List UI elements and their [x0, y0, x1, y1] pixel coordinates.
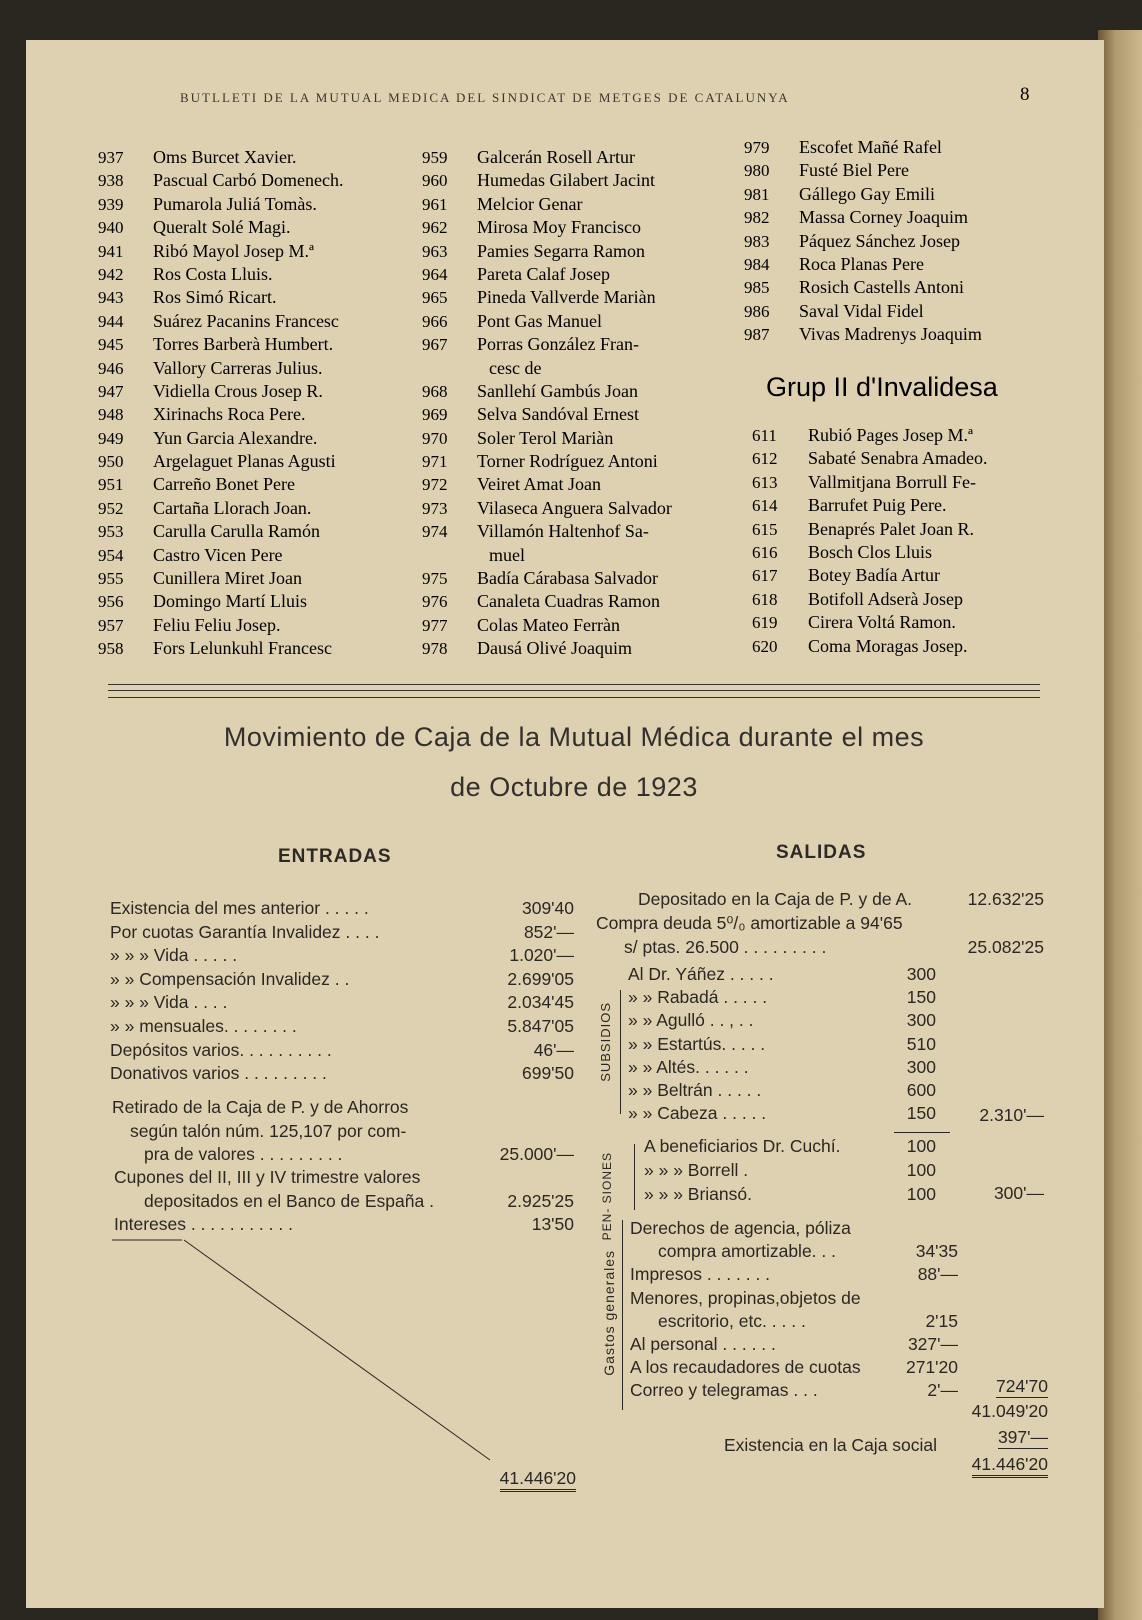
- ledger-label: Donativos varios . . . . . . . . .: [110, 1063, 327, 1084]
- member-number: 942: [98, 264, 124, 284]
- ledger-amount: 600: [906, 1080, 936, 1100]
- member-number: 616: [752, 542, 778, 562]
- member-entry: [752, 494, 987, 517]
- member-name: Carulla Carulla Ramón: [153, 521, 320, 542]
- member-name: Botifoll Adserà Josep: [808, 588, 963, 609]
- member-number: 940: [98, 218, 124, 238]
- member-entry: [98, 450, 343, 473]
- member-name: Oms Burcet Xavier.: [153, 147, 297, 167]
- member-number: 619: [752, 613, 778, 633]
- subsidios-label: SUBSIDIOS: [598, 1002, 613, 1082]
- member-name: Melcior Genar: [477, 193, 583, 214]
- member-number: 946: [98, 358, 124, 378]
- divider: [108, 690, 1040, 691]
- depositado-label: Depositado en la Caja de P. y de A.: [638, 889, 913, 909]
- member-number: 957: [98, 615, 124, 635]
- member-name: Sabaté Senabra Amadeo.: [808, 448, 988, 469]
- member-entry: [98, 263, 343, 286]
- member-entry: [422, 614, 672, 637]
- member-number: 954: [98, 545, 124, 565]
- intereses-amount: 13'50: [531, 1214, 574, 1234]
- member-number: 945: [98, 335, 124, 355]
- member-name: Vivas Madrenys Joaquim: [799, 324, 982, 345]
- member-number: 968: [422, 381, 448, 401]
- ledger-label: Menores, propinas,objetos de: [630, 1287, 861, 1308]
- group-heading: Grup II d'Invalidesa: [766, 372, 998, 402]
- ledger-amount: 2.699'05: [507, 968, 574, 989]
- ledger-label: » » Altés. . . . . .: [628, 1056, 749, 1077]
- cancel-diagonal: [112, 1238, 492, 1468]
- member-number: 938: [98, 171, 124, 191]
- ledger-label: » » » Vida . . . .: [110, 992, 228, 1013]
- member-name: Suárez Pacanins Francesc: [153, 310, 339, 331]
- ledger-amount: 2.034'45: [507, 992, 574, 1013]
- member-entry: [98, 637, 343, 660]
- member-entry: [422, 169, 672, 192]
- ledger-label: Depósitos varios. . . . . . . . . .: [110, 1039, 332, 1060]
- ledger-amount: 1.020'—: [509, 945, 574, 966]
- member-entry: [98, 240, 343, 263]
- ledger-label: Derechos de agencia, póliza: [630, 1218, 851, 1238]
- member-number: 937: [98, 148, 124, 167]
- member-name: Villamón Haltenhof Sa-: [477, 521, 649, 542]
- member-entry: [752, 541, 987, 564]
- ledger-label: » » » Borrell .: [644, 1160, 749, 1180]
- member-name: Fusté Biel Pere: [799, 160, 909, 181]
- member-number: 617: [752, 566, 778, 586]
- member-name: Pareta Calaf Josep: [477, 263, 610, 284]
- member-name: Domingo Martí Lluis: [153, 591, 307, 612]
- member-entry: [752, 518, 987, 541]
- member-entry: [752, 611, 987, 634]
- page-number: 8: [1020, 84, 1030, 105]
- member-entry: [98, 403, 343, 426]
- member-number: 979: [744, 138, 770, 157]
- ledger-amount: 309'40: [521, 898, 574, 918]
- member-entry: [98, 146, 343, 169]
- subsidios-underline: [894, 1132, 950, 1133]
- member-name: Cunillera Miret Joan: [153, 568, 302, 589]
- member-entry: [98, 333, 343, 356]
- subsidios-brace: [620, 990, 623, 1114]
- cupones-line2: depositados en el Banco de España .: [144, 1191, 434, 1211]
- member-number: 983: [744, 231, 770, 251]
- member-number: 961: [422, 194, 448, 214]
- member-name: Escofet Mañé Rafel: [799, 137, 942, 157]
- member-entry: [422, 310, 672, 333]
- member-name: Colas Mateo Ferràn: [477, 614, 620, 635]
- member-number: 981: [744, 184, 770, 204]
- member-entry: [98, 473, 343, 496]
- member-name: Pont Gas Manuel: [477, 310, 602, 331]
- member-number: 987: [744, 325, 770, 345]
- member-number: 982: [744, 208, 770, 228]
- salidas-subtotal: 41.049'20: [971, 1401, 1048, 1421]
- member-entry: [98, 380, 343, 403]
- member-entry: [752, 635, 987, 658]
- member-entry: [744, 230, 982, 253]
- ledger-amount: 5.847'05: [507, 1016, 574, 1036]
- member-number: 967: [422, 335, 448, 355]
- ledger-label: » » Agulló . . , . .: [628, 1010, 754, 1031]
- member-entry: [752, 588, 987, 611]
- member-entry: [744, 136, 982, 159]
- member-number: 620: [752, 636, 778, 656]
- member-column-2: [422, 146, 672, 661]
- ledger-amount: 699'50: [521, 1063, 574, 1084]
- member-name: Massa Corney Joaquim: [799, 207, 968, 228]
- member-column-1: [98, 146, 343, 661]
- member-number: 612: [752, 449, 778, 469]
- member-name: Galcerán Rosell Artur: [477, 147, 635, 167]
- member-name: Yun Garcia Alexandre.: [153, 427, 318, 448]
- member-entry: [98, 567, 343, 590]
- member-entry: [422, 403, 672, 426]
- member-number: 948: [98, 405, 124, 425]
- member-name: Humedas Gilabert Jacint: [477, 170, 655, 191]
- member-number: 618: [752, 589, 778, 609]
- member-name: Bosch Clos Lluis: [808, 541, 933, 562]
- member-name: Badía Cárabasa Salvador: [477, 568, 658, 589]
- ledger-label: Correo y telegramas . . .: [630, 1380, 818, 1401]
- member-entry: [422, 520, 672, 543]
- ledger-amount: 88'—: [917, 1264, 958, 1285]
- member-number: 977: [422, 615, 448, 635]
- member-name: Cartaña Llorach Joan.: [153, 497, 312, 518]
- member-entry: [422, 590, 672, 613]
- subsidios-total: 2.310'—: [979, 1105, 1044, 1125]
- member-number: 972: [422, 475, 448, 495]
- member-name: Ros Costa Lluis.: [153, 263, 273, 284]
- member-entry: [422, 450, 672, 473]
- member-name: Queralt Solé Magi.: [153, 217, 291, 238]
- entradas-total: 41.446'20: [500, 1468, 576, 1492]
- member-entry: [98, 357, 343, 380]
- retirado-line3: pra de valores . . . . . . . . .: [144, 1144, 343, 1164]
- ledger-amount: 46'—: [533, 1039, 574, 1060]
- member-entry: [98, 520, 343, 543]
- member-name: cesc de: [489, 357, 542, 378]
- ledger-amount: 100: [906, 1160, 936, 1180]
- ledger-label: Al Dr. Yáñez . . . . .: [628, 964, 774, 984]
- member-entry: [98, 590, 343, 613]
- ledger-label: » » Estartús. . . . .: [628, 1033, 766, 1054]
- ledger-label: » » Compensación Invalidez . .: [110, 968, 350, 989]
- member-entry: [98, 427, 343, 450]
- ledger-amount: 327'—: [907, 1334, 958, 1354]
- ledger-amount: 100: [906, 1184, 936, 1204]
- member-number: 965: [422, 288, 448, 308]
- member-number: 959: [422, 148, 448, 167]
- ledger-amount: 852'—: [523, 921, 574, 942]
- member-name: Ros Simó Ricart.: [153, 287, 277, 308]
- salidas-total: 41.446'20: [972, 1454, 1048, 1478]
- member-number: 614: [752, 496, 778, 516]
- compra-line2: s/ ptas. 26.500 . . . . . . . . .: [624, 937, 827, 957]
- retirado-line2: según talón núm. 125,107 por com-: [130, 1121, 407, 1141]
- section-title-line2: de Octubre de 1923: [450, 772, 698, 802]
- member-entry: [744, 323, 982, 346]
- member-name: Carreño Bonet Pere: [153, 474, 295, 495]
- member-name: Veiret Amat Joan: [477, 474, 601, 495]
- ledger-label: Impresos . . . . . . .: [630, 1264, 771, 1285]
- member-number: 980: [744, 161, 770, 181]
- ledger-amount: 300: [906, 1010, 936, 1031]
- retirado-amount: 25.000'—: [499, 1144, 574, 1164]
- ledger-label: Por cuotas Garantía Invalidez . . . .: [110, 921, 380, 942]
- member-number: 949: [98, 428, 124, 448]
- divider: [108, 697, 1040, 698]
- member-number: 963: [422, 241, 448, 261]
- member-entry: [422, 357, 672, 380]
- member-name: Selva Sandóval Ernest: [477, 404, 639, 425]
- cupones-line1: Cupones del II, III y IV trimestre valores: [114, 1167, 421, 1187]
- ledger-label: compra amortizable. . .: [658, 1241, 836, 1262]
- member-name: Pascual Carbó Domenech.: [153, 170, 344, 191]
- member-entry: [422, 263, 672, 286]
- member-name: Ribó Mayol Josep M.ª: [153, 240, 314, 261]
- section-title: Movimiento de Caja de la Mutual Médica durante el mes: [223, 722, 925, 752]
- member-number: 969: [422, 405, 448, 425]
- member-column-3b: [752, 424, 987, 658]
- member-number: 962: [422, 218, 448, 238]
- member-name: Mirosa Moy Francisco: [477, 217, 641, 238]
- member-name: Rosich Castells Antoni: [799, 277, 965, 298]
- member-name: Benaprés Palet Joan R.: [808, 518, 974, 539]
- member-number: 976: [422, 592, 448, 612]
- member-number: 950: [98, 452, 124, 472]
- member-name: Soler Terol Mariàn: [477, 427, 614, 448]
- member-entry: [744, 300, 982, 323]
- ledger-amount: 271'20: [905, 1357, 958, 1378]
- member-entry: [98, 169, 343, 192]
- member-number: [422, 544, 477, 567]
- member-entry: [422, 380, 672, 403]
- ledger-label: Existencia del mes anterior . . . . .: [110, 898, 369, 918]
- member-entry: [744, 253, 982, 276]
- member-name: Roca Planas Pere: [799, 253, 924, 274]
- ledger-label: A beneficiarios Dr. Cuchí.: [644, 1136, 841, 1156]
- member-column-3: [744, 136, 982, 347]
- ledger-label: » » Rabadá . . . . .: [628, 987, 768, 1008]
- member-number: [422, 357, 477, 380]
- gastos-brace: [622, 1220, 627, 1410]
- member-number: 611: [752, 426, 777, 445]
- compra-amount: 25.082'25: [967, 937, 1044, 957]
- member-entry: [752, 447, 987, 470]
- ledger-amount: 2'15: [925, 1310, 958, 1331]
- member-entry: [744, 276, 982, 299]
- book-binding: [1098, 30, 1142, 1620]
- ledger-label: » » » Briansó.: [644, 1184, 752, 1204]
- compra-line1: Compra deuda 5⁰/₀ amortizable a 94'65: [596, 913, 903, 933]
- member-number: 970: [422, 428, 448, 448]
- ledger-amount: 510: [906, 1033, 936, 1054]
- member-entry: [422, 544, 672, 567]
- member-entry: [744, 206, 982, 229]
- member-entry: [422, 497, 672, 520]
- member-name: Vallmitjana Borrull Fe-: [808, 471, 976, 492]
- member-number: 984: [744, 254, 770, 274]
- member-entry: [98, 497, 343, 520]
- ledger-label: » » » Vida . . . . .: [110, 945, 238, 966]
- member-number: 960: [422, 171, 448, 191]
- member-entry: [422, 146, 672, 169]
- member-name: Porras González Fran-: [477, 334, 639, 355]
- member-number: 978: [422, 639, 448, 659]
- entradas-heading: ENTRADAS: [278, 846, 392, 867]
- member-number: 964: [422, 264, 448, 284]
- member-name: Vallory Carreras Julius.: [153, 357, 323, 378]
- member-name: Sanllehí Gambús Joan: [477, 380, 638, 401]
- member-number: 941: [98, 241, 124, 261]
- member-entry: [752, 471, 987, 494]
- member-entry: [744, 183, 982, 206]
- ledger-label: » » Beltrán . . . . .: [628, 1080, 762, 1100]
- pensiones-brace: [634, 1144, 637, 1210]
- member-number: 613: [752, 472, 778, 492]
- pensiones-total: 300'—: [993, 1183, 1044, 1203]
- member-entry: [752, 564, 987, 587]
- ledger-amount: 2'—: [927, 1380, 958, 1401]
- member-number: 974: [422, 522, 448, 542]
- member-name: Argelaguet Planas Agusti: [153, 451, 336, 472]
- member-entry: [422, 427, 672, 450]
- ledger-amount: 300: [906, 1056, 936, 1077]
- member-name: Pumarola Juliá Tomàs.: [153, 193, 317, 214]
- ledger-label: escritorio, etc. . . . .: [658, 1310, 806, 1331]
- member-entry: [422, 240, 672, 263]
- member-name: Torres Barberà Humbert.: [153, 334, 334, 355]
- ledger-amount: 100: [906, 1136, 936, 1156]
- member-number: 955: [98, 569, 124, 589]
- member-entry: [422, 286, 672, 309]
- member-name: Coma Moragas Josep.: [808, 635, 968, 656]
- member-number: 971: [422, 452, 448, 472]
- ledger-label: » » mensuales. . . . . . . .: [110, 1016, 297, 1036]
- member-name: Pamies Segarra Ramon: [477, 240, 645, 261]
- member-entry: [98, 193, 343, 216]
- ledger-label: » » Cabeza . . . . .: [628, 1103, 767, 1124]
- member-name: Barrufet Puig Pere.: [808, 495, 947, 516]
- pensiones-label: PEN- SIONES: [600, 1152, 614, 1241]
- member-name: Dausá Olivé Joaquim: [477, 638, 632, 659]
- member-number: 985: [744, 278, 770, 298]
- member-number: 958: [98, 639, 124, 659]
- member-name: Fors Lelunkuhl Francesc: [153, 638, 332, 659]
- existencia-amount: 397'—: [997, 1427, 1048, 1447]
- member-number: 973: [422, 498, 448, 518]
- member-name: Torner Rodríguez Antoni: [477, 451, 658, 472]
- member-name: Gállego Gay Emili: [799, 183, 935, 204]
- member-entry: [752, 424, 987, 447]
- gastos-total: 724'70: [995, 1376, 1048, 1396]
- member-name: Pineda Vallverde Mariàn: [477, 287, 656, 308]
- depositado-amount: 12.632'25: [967, 889, 1044, 909]
- member-entry: [98, 614, 343, 637]
- member-name: Feliu Feliu Josep.: [153, 614, 281, 635]
- member-name: Vidiella Crous Josep R.: [153, 380, 323, 401]
- member-entry: [422, 637, 672, 660]
- member-number: 939: [98, 194, 124, 214]
- member-entry: [422, 216, 672, 239]
- gastos-label: Gastos generales: [601, 1250, 617, 1376]
- member-number: 956: [98, 592, 124, 612]
- member-entry: [422, 333, 672, 356]
- ledger-amount: 150: [906, 987, 936, 1008]
- member-number: 975: [422, 569, 448, 589]
- intereses-label: Intereses . . . . . . . . . . .: [114, 1214, 293, 1234]
- member-name: Cirera Voltá Ramon.: [808, 612, 956, 633]
- member-entry: [422, 473, 672, 496]
- member-name: Xirinachs Roca Pere.: [153, 404, 306, 425]
- member-name: Canaleta Cuadras Ramon: [477, 591, 660, 612]
- member-entry: [422, 193, 672, 216]
- member-name: Castro Vicen Pere: [153, 544, 283, 565]
- member-number: 953: [98, 522, 124, 542]
- member-entry: [744, 159, 982, 182]
- member-name: Saval Vidal Fidel: [799, 300, 924, 321]
- member-number: 943: [98, 288, 124, 308]
- member-entry: [98, 216, 343, 239]
- member-name: Rubió Pages Josep M.ª: [808, 425, 973, 445]
- member-entry: [422, 567, 672, 590]
- member-number: 944: [98, 311, 124, 331]
- retirado-line1: Retirado de la Caja de P. y de Ahorros: [112, 1097, 409, 1117]
- member-number: 952: [98, 498, 124, 518]
- ledger-label: Al personal . . . . . .: [630, 1334, 776, 1354]
- member-entry: [98, 286, 343, 309]
- member-number: 986: [744, 301, 770, 321]
- ledger-amount: 300: [906, 964, 936, 984]
- salidas-heading: SALIDAS: [776, 842, 867, 863]
- member-name: muel: [489, 544, 525, 565]
- running-header: BUTLLETI DE LA MUTUAL MEDICA DEL SINDICAT DE METGES DE CATALUNYA: [180, 90, 790, 105]
- member-entry: [98, 544, 343, 567]
- member-number: 966: [422, 311, 448, 331]
- member-number: 947: [98, 381, 124, 401]
- ledger-amount: 150: [906, 1103, 936, 1124]
- ledger-label: A los recaudadores de cuotas: [630, 1357, 861, 1378]
- divider: [108, 684, 1040, 685]
- existencia-label: Existencia en la Caja social: [724, 1435, 938, 1455]
- member-number: 951: [98, 475, 124, 495]
- member-entry: [98, 310, 343, 333]
- member-name: Páquez Sánchez Josep: [799, 230, 960, 251]
- member-name: Vilaseca Anguera Salvador: [477, 497, 672, 518]
- cupones-amount: 2.925'25: [507, 1191, 574, 1211]
- ledger-amount: 34'35: [915, 1241, 958, 1262]
- member-name: Botey Badía Artur: [808, 565, 940, 586]
- member-number: 615: [752, 519, 778, 539]
